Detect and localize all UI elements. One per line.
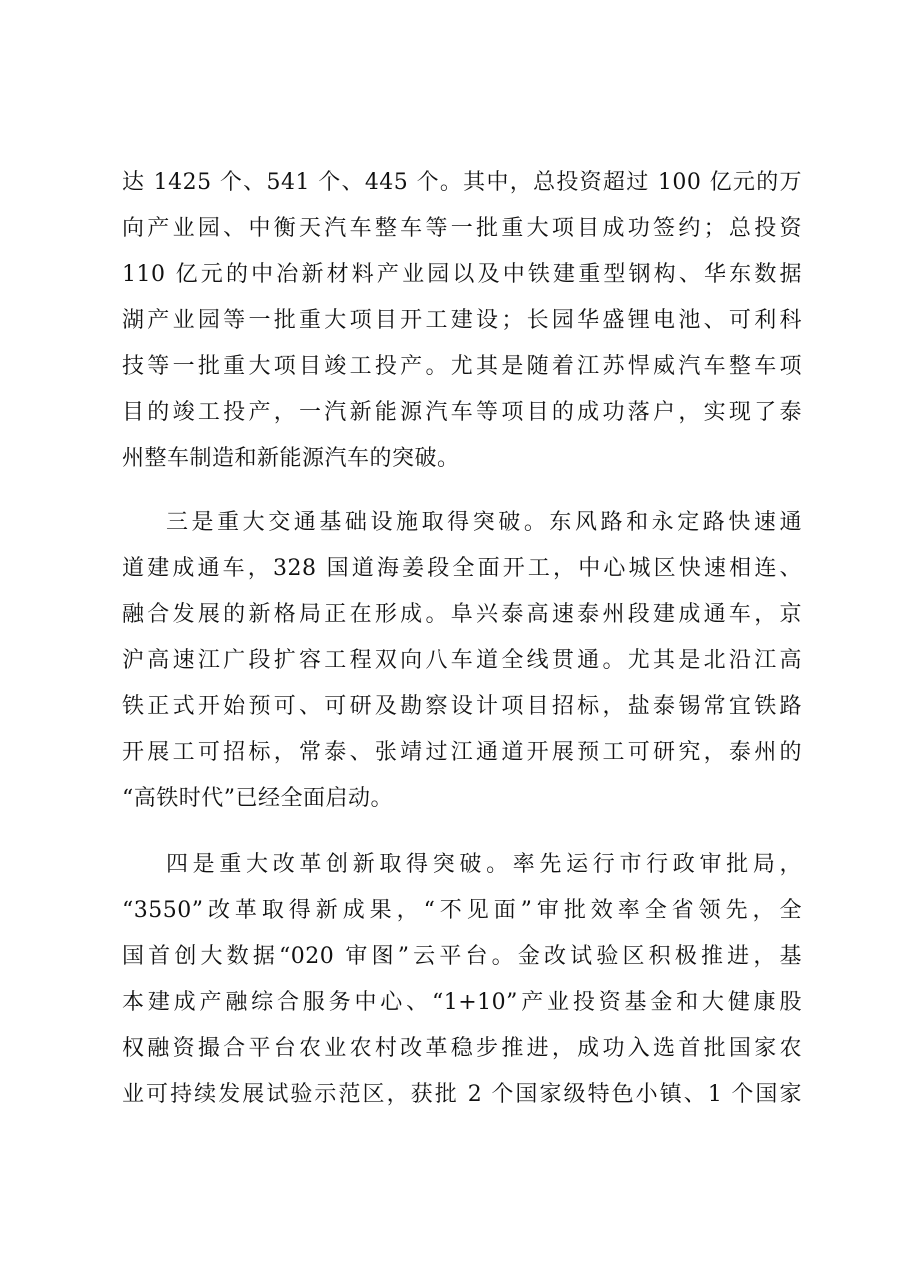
text-line: 110 亿元的中冶新材料产业园以及中铁建重型钢构、华东数据 xyxy=(122,262,802,287)
text-line: 铁正式开始预可、可研及勘察设计项目招标，盐泰锡常宜铁路 xyxy=(122,694,802,719)
text-line: 目的竣工投产，一汽新能源汽车等项目的成功落户，实现了泰 xyxy=(122,400,802,425)
paragraph-first-line: 三是重大交通基础设施取得突破。东风路和永定路快速通 xyxy=(166,510,802,535)
text-line: 开展工可招标，常泰、张靖过江通道开展预工可研究，泰州的 xyxy=(122,740,802,765)
text-line: “3550”改革取得新成果，“不见面”审批效率全省领先，全 xyxy=(122,898,802,923)
text-line: “高铁时代”已经全面启动。 xyxy=(122,786,393,811)
text-line: 道建成通车，328 国道海姜段全面开工，中心城区快速相连、 xyxy=(122,556,802,581)
text-line: 州整车制造和新能源汽车的突破。 xyxy=(122,446,460,471)
text-line: 权融资撮合平台农业农村改革稳步推进，成功入选首批国家农 xyxy=(122,1036,802,1061)
text-line: 本建成产融综合服务中心、“1+10”产业投资基金和大健康股 xyxy=(122,990,802,1015)
text-line: 达 1425 个、541 个、445 个。其中，总投资超过 100 亿元的万 xyxy=(122,170,802,195)
paragraph-first-line: 四是重大改革创新取得突破。率先运行市行政审批局， xyxy=(166,852,802,877)
text-line: 沪高速江广段扩容工程双向八车道全线贯通。尤其是北沿江高 xyxy=(122,648,802,673)
text-line: 国首创大数据“020 审图”云平台。金改试验区积极推进，基 xyxy=(122,944,802,969)
text-line: 技等一批重大项目竣工投产。尤其是随着江苏悍威汽车整车项 xyxy=(122,354,802,379)
text-line: 向产业园、中衡天汽车整车等一批重大项目成功签约；总投资 xyxy=(122,216,802,241)
text-line: 业可持续发展试验示范区，获批 2 个国家级特色小镇、1 个国家 xyxy=(122,1082,802,1107)
text-line: 融合发展的新格局正在形成。阜兴泰高速泰州段建成通车，京 xyxy=(122,602,802,627)
text-line: 湖产业园等一批重大项目开工建设；长园华盛锂电池、可利科 xyxy=(122,308,802,333)
